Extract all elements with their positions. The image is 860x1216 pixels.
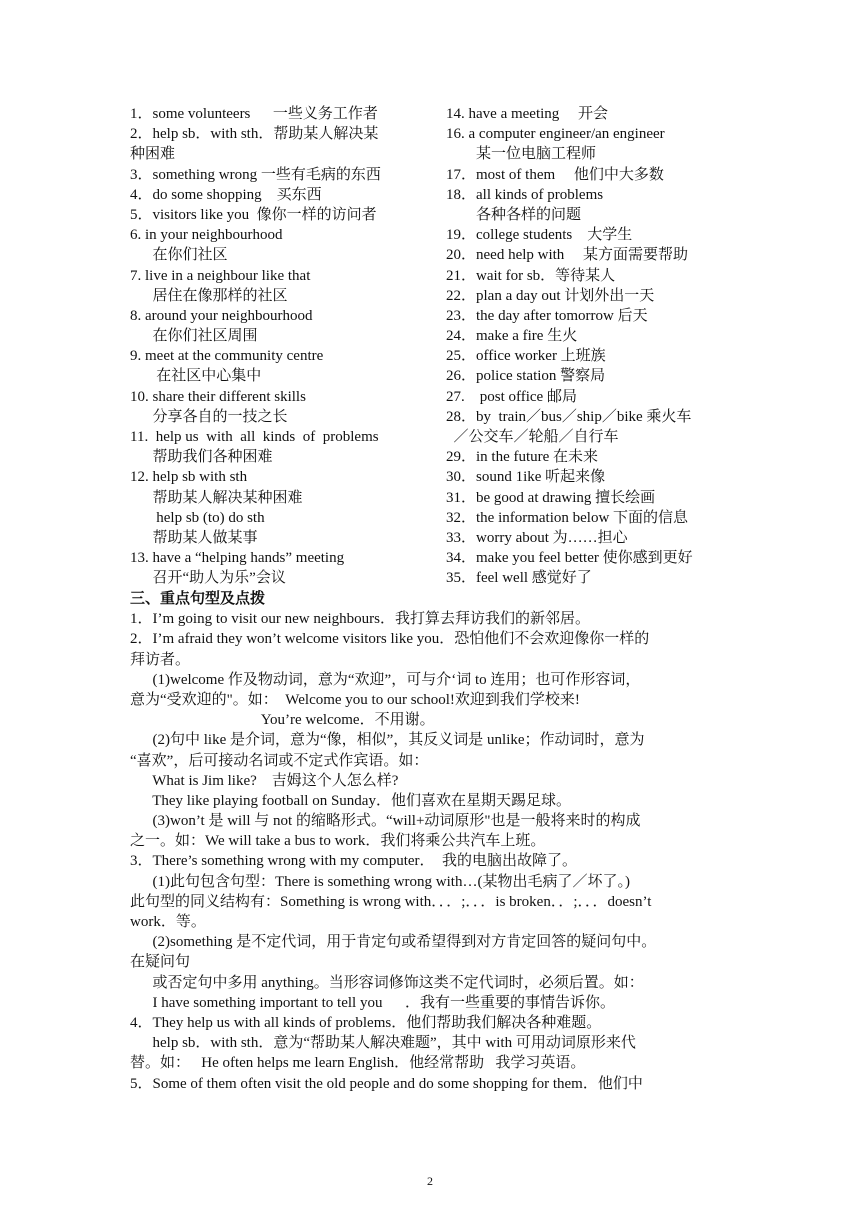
vocab-line-left-8: 在你们社区 xyxy=(130,247,228,264)
vocab-line-right-17: ／公交车／轮船／自行车 xyxy=(446,429,619,445)
vocab-line-right-12: 24．make a fire 生火 xyxy=(446,328,578,345)
body-line-6: 意为“受欢迎的"。如： Welcome you to our school!欢迎到我们学校来! xyxy=(130,691,580,708)
vocab-line-left-13: 9. meet at the community centre xyxy=(130,348,324,365)
vocab-line-left-14: 在社区中心集中 xyxy=(130,368,262,385)
vocab-line-right-14: 26．police station 警察局 xyxy=(446,368,606,385)
vocab-line-right-3: 某一位电脑工程师 xyxy=(446,146,597,163)
vocabulary-list-left xyxy=(130,104,430,589)
vocab-line-left-24: 召开“助人为乐”会议 xyxy=(130,570,286,587)
vocab-line-left-6: 5．visitors like you 像你一样的访问者 xyxy=(130,206,377,223)
vocab-line-right-5: 18．all kinds of problems xyxy=(446,186,604,203)
vocab-line-left-17: 11. help us with all kinds of problems xyxy=(130,429,379,445)
vocab-line-left-21: help sb (to) do sth xyxy=(130,509,265,526)
section-heading: 三、重点句型及点拨 xyxy=(130,591,266,607)
vocab-line-left-5: 4．do some shopping 买东西 xyxy=(130,186,322,203)
body-line-10: What is Jim like? 吉姆这个人怎么样? xyxy=(130,772,399,789)
body-line-3: 2．I’m afraid they won’t welcome visitors like you．恐怕他们不会欢迎像你一样的 xyxy=(130,631,650,648)
vocab-line-right-10: 22．plan a day out 计划外出一天 xyxy=(446,287,655,304)
body-line-23: help sb．with sth．意为“帮助某人解决难题”，其中 with 可用动词原形来代 xyxy=(130,1035,636,1052)
body-line-4: 拜访者。 xyxy=(130,651,191,668)
vocab-line-right-1: 14. have a meeting 开会 xyxy=(446,106,609,122)
vocab-line-right-4: 17．most of them 他们中大多数 xyxy=(446,166,664,183)
body-line-7: You’re welcome．不用谢。 xyxy=(130,712,435,729)
vocab-line-right-15: 27. post office 邮局 xyxy=(446,388,577,405)
body-line-17: work．等。 xyxy=(130,914,206,930)
body-line-12: (3)won’t 是 will 与 not 的缩略形式。“will+动词原形"也是一般将来时的构成 xyxy=(130,813,641,830)
page-number: 2 xyxy=(427,1174,433,1188)
vocab-line-left-4: 3．something wrong 一些有毛病的东西 xyxy=(130,166,381,183)
vocab-line-right-6: 各种各样的问题 xyxy=(446,206,582,223)
body-line-19: 在疑问句 xyxy=(130,954,191,971)
vocab-line-left-16: 分享各自的一技之长 xyxy=(130,408,288,425)
vocab-line-left-15: 10. share their different skills xyxy=(130,388,306,405)
vocabulary-list-right xyxy=(446,104,746,589)
body-line-25: 5．Some of them often visit the old people and do some shopping for them．他们中 xyxy=(130,1075,643,1092)
body-line-21: I have something important to tell you ．我有一些重要的事情告诉你。 xyxy=(130,994,615,1011)
vocab-line-left-7: 6. in your neighbourhood xyxy=(130,227,283,244)
vocab-line-left-11: 8. around your neighbourhood xyxy=(130,307,313,324)
vocab-line-left-19: 12. help sb with sth xyxy=(130,469,248,486)
body-line-14: 3．There’s something wrong with my computer． 我的电脑出故障了。 xyxy=(130,853,578,870)
vocab-line-right-8: 20．need help with 某方面需要帮助 xyxy=(446,247,689,264)
vocab-line-left-20: 帮助某人解决某种困难 xyxy=(130,489,303,506)
vocab-line-right-24: 35．feel well 感觉好了 xyxy=(446,570,592,587)
vocab-line-right-7: 19．college students 大学生 xyxy=(446,227,633,244)
body-line-15: (1)此句包含句型：There is something wrong with…(某物出毛病了／坏了。) xyxy=(130,873,630,890)
key-sentences-section xyxy=(130,589,732,1094)
body-line-16: 此句型的同义结构有：Something is wrong with．．．;．．．is broken．．;．．．doesn’t xyxy=(130,893,652,910)
vocab-line-left-9: 7. live in a neighbour like that xyxy=(130,267,311,284)
body-line-18: (2)something 是不定代词，用于肯定句或希望得到对方肯定回答的疑问句中。 xyxy=(130,934,657,951)
vocab-line-right-18: 29．in the future 在未来 xyxy=(446,449,599,466)
body-line-2: 1．I’m going to visit our new neighbours．我打算去拜访我们的新邻居。 xyxy=(130,611,590,628)
body-line-9: “喜欢”，后可接动名词或不定式作宾语。如： xyxy=(130,752,429,769)
vocab-line-left-10: 居住在像那样的社区 xyxy=(130,287,288,304)
vocab-line-left-23: 13. have a “helping hands” meeting xyxy=(130,550,345,567)
vocab-line-right-19: 30．sound 1ike 听起来像 xyxy=(446,469,606,486)
body-line-11: They like playing football on Sunday．他们喜欢在星期天踢足球。 xyxy=(130,792,571,809)
vocab-line-right-22: 33．worry about 为……担心 xyxy=(446,529,628,546)
vocab-line-right-9: 21．wait for sb．等待某人 xyxy=(446,267,616,284)
body-line-22: 4．They help us with all kinds of problems．他们帮助我们解决各种难题。 xyxy=(130,1014,602,1031)
body-line-5: (1)welcome 作及物动词，意为“欢迎”，可与介‘词 to 连用；也可作形容词， xyxy=(130,671,641,688)
vocab-line-left-1: 1．some volunteers 一些义务工作者 xyxy=(130,106,378,122)
vocab-line-right-2: 16. a computer engineer/an engineer xyxy=(446,126,665,143)
vocab-line-left-3: 种困难 xyxy=(130,146,176,163)
body-line-8: (2)句中 like 是介词，意为“像，相似”，其反义词是 unlike；作动词时，意为 xyxy=(130,732,645,749)
vocab-line-right-20: 31．be good at drawing 擅长绘画 xyxy=(446,489,656,506)
body-line-20: 或否定句中多用 anything。当形容词修饰这类不定代词时，必须后置。如： xyxy=(130,974,644,991)
vocab-line-right-16: 28．by train／bus／ship／bike 乘火车 xyxy=(446,408,692,425)
vocab-line-left-2: 2．help sb．with sth．帮助某人解决某 xyxy=(130,126,379,143)
vocab-line-right-21: 32．the information below 下面的信息 xyxy=(446,509,689,526)
vocab-line-right-13: 25．office worker 上班族 xyxy=(446,348,606,365)
vocab-line-left-12: 在你们社区周围 xyxy=(130,328,258,345)
vocab-line-left-18: 帮助我们各种困难 xyxy=(130,449,273,466)
body-line-13: 之一。如：We will take a bus to work．我们将乘公共汽车上班。 xyxy=(130,833,546,850)
vocab-line-right-11: 23．the day after tomorrow 后天 xyxy=(446,307,648,324)
vocab-line-left-22: 帮助某人做某事 xyxy=(130,529,258,546)
body-line-24: 替。如： He often helps me learn English．他经常帮助 我学习英语。 xyxy=(130,1055,586,1072)
vocab-line-right-23: 34．make you feel better 使你感到更好 xyxy=(446,550,693,567)
